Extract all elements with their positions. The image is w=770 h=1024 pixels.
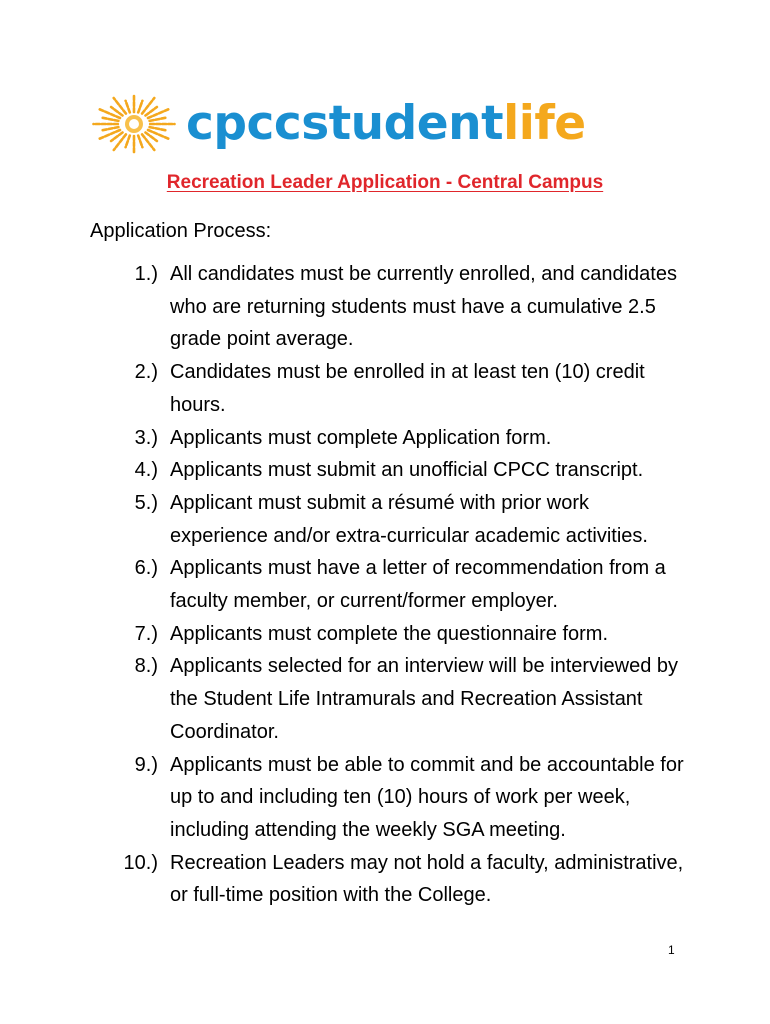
list-item-number-text: 5.) (134, 491, 158, 514)
cpcc-student-life-logo (90, 92, 586, 156)
list-item-text: Candidates must be enrolled in at least ten (10) credit hours. (170, 361, 645, 416)
list-item (90, 454, 690, 487)
list-item-text: Applicants must complete the questionnaire form. (170, 622, 608, 645)
logo-wordmark (186, 92, 586, 156)
list-item (90, 650, 690, 748)
logo-part-life: life (503, 96, 586, 151)
list-item-number-text: 6.) (134, 557, 158, 580)
list-item-number (90, 487, 158, 552)
list-item-number (90, 356, 158, 421)
steps-list (90, 258, 690, 912)
list-item-number (90, 749, 158, 847)
section-heading: Application Process: (90, 220, 272, 242)
list-item-text: Applicants must have a letter of recommendation from a faculty member, or current/former employer. (170, 557, 666, 613)
list-item (90, 847, 690, 912)
list-item (90, 618, 690, 651)
page-number: 1 (668, 943, 675, 957)
list-item-number-text: 7.) (134, 622, 158, 645)
list-item (90, 487, 690, 552)
list-item-number-text: 2.) (134, 361, 158, 384)
list-item-text: Applicants must complete Application form. (170, 426, 552, 449)
list-item-text: Applicants selected for an interview will be interviewed by the Student Life Intramurals and Recreation Assistant Coordinator. (170, 655, 679, 743)
list-item-text: Recreation Leaders may not hold a faculty, administrative, or full-time position with the College. (170, 851, 684, 907)
list-item-number-text: 9.) (134, 753, 158, 776)
logo-part-cpcc: cpcc (186, 96, 302, 151)
list-item-number (90, 454, 158, 487)
list-item-number-text: 1.) (134, 263, 158, 285)
logo-part-student: student (301, 96, 504, 151)
list-item (90, 552, 690, 617)
list-item (90, 422, 690, 455)
list-item-text: All candidates must be currently enrolled, and candidates who are returning students must have a cumulative 2.5 grade point average. (170, 263, 677, 351)
list-item-number (90, 650, 158, 748)
list-item-number (90, 552, 158, 617)
sunburst-icon (90, 92, 178, 156)
list-item-number (90, 847, 158, 912)
list-item-number-text: 4.) (134, 459, 158, 482)
list-item-number (90, 422, 158, 455)
list-item-number (90, 258, 158, 356)
list-item-text: Applicants must be able to commit and be accountable for up to and including ten (10) hours of work per week, including attending the weekly SGA meeting. (170, 753, 684, 841)
list-item-text: Applicants must submit an unofficial CPCC transcript. (170, 459, 644, 482)
list-item-number-text: 3.) (134, 426, 158, 449)
list-item-number-text: 8.) (134, 655, 158, 678)
document-title: Recreation Leader Application - Central Campus (166, 172, 604, 193)
list-item-text: Applicant must submit a résumé with prior work experience and/or extra-curricular academic activities. (170, 491, 648, 547)
list-item (90, 258, 690, 356)
list-item-number-text: 10.) (123, 851, 158, 874)
list-item (90, 356, 690, 421)
list-item-number (90, 618, 158, 651)
list-item (90, 749, 690, 847)
